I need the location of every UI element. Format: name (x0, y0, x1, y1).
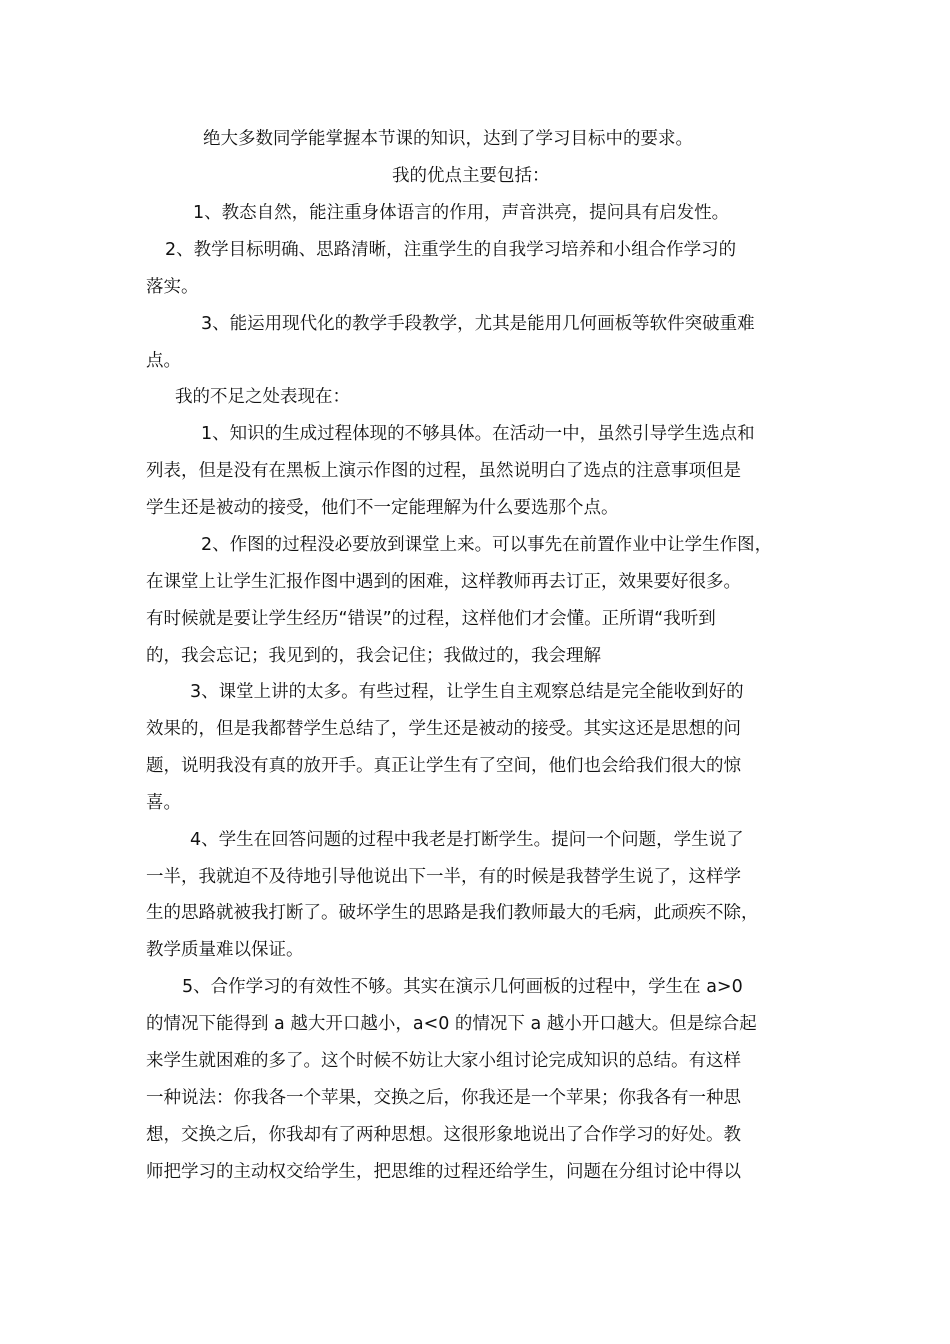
text-line-20: 4、学生在回答问题的过程中我老是打断学生。提问一个问题，学生说了 (190, 830, 744, 850)
text-line-10: 列表，但是没有在黑板上演示作图的过程，虽然说明白了选点的注意事项但是 (146, 461, 741, 481)
text-line-4: 2、教学目标明确、思路清晰，注重学生的自我学习培养和小组合作学习的 (165, 240, 737, 260)
text-line-7: 点。 (146, 351, 181, 371)
text-line-28: 想，交换之后，你我却有了两种思想。这很形象地说出了合作学习的好处。教 (146, 1125, 741, 1145)
text-line-1: 绝大多数同学能掌握本节课的知识，达到了学习目标中的要求。 (203, 129, 693, 149)
text-line-16: 3、课堂上讲的太多。有些过程，让学生自主观察总结是完全能收到好的 (190, 682, 744, 702)
text-line-26: 来学生就困难的多了。这个时候不妨让大家小组讨论完成知识的总结。有这样 (146, 1051, 741, 1071)
text-line-27: 一种说法：你我各一个苹果，交换之后，你我还是一个苹果；你我各有一种思 (146, 1088, 741, 1108)
text-line-17: 效果的，但是我都替学生总结了，学生还是被动的接受。其实这还是思想的问 (146, 719, 741, 739)
text-line-12: 2、作图的过程没必要放到课堂上来。可以事先在前置作业中让学生作图， (201, 535, 773, 555)
text-line-19: 喜。 (146, 793, 181, 813)
text-line-2: 我的优点主要包括： (392, 166, 550, 186)
text-line-11: 学生还是被动的接受，他们不一定能理解为什么要选那个点。 (146, 498, 619, 518)
text-line-13: 在课堂上让学生汇报作图中遇到的困难，这样教师再去订正，效果要好很多。 (146, 572, 741, 592)
text-line-18: 题，说明我没有真的放开手。真正让学生有了空间，他们也会给我们很大的惊 (146, 756, 741, 776)
text-line-14: 有时候就是要让学生经历“错误”的过程，这样他们才会懂。正所谓“我听到 (146, 609, 716, 629)
text-line-29: 师把学习的主动权交给学生，把思维的过程还给学生，问题在分组讨论中得以 (146, 1162, 741, 1182)
text-line-21: 一半，我就迫不及待地引导他说出下一半，有的时候是我替学生说了，这样学 (146, 867, 741, 887)
text-line-3: 1、教态自然，能注重身体语言的作用，声音洪亮，提问具有启发性。 (193, 203, 730, 223)
text-line-15: 的，我会忘记；我见到的，我会记住；我做过的，我会理解 (146, 646, 601, 666)
text-line-23: 教学质量难以保证。 (146, 940, 304, 960)
text-line-8: 我的不足之处表现在： (175, 387, 350, 407)
text-line-25: 的情况下能得到 a 越大开口越小，a<0 的情况下 a 越小开口越大。但是综合起 (146, 1014, 757, 1034)
text-line-6: 3、能运用现代化的教学手段教学，尤其是能用几何画板等软件突破重难 (201, 314, 755, 334)
text-line-24: 5、合作学习的有效性不够。其实在演示几何画板的过程中，学生在 a>0 (182, 977, 743, 997)
text-line-22: 生的思路就被我打断了。破坏学生的思路是我们教师最大的毛病，此顽疾不除， (146, 903, 759, 923)
text-line-9: 1、知识的生成过程体现的不够具体。在活动一中，虽然引导学生选点和 (201, 424, 755, 444)
text-line-5: 落实。 (146, 277, 199, 297)
